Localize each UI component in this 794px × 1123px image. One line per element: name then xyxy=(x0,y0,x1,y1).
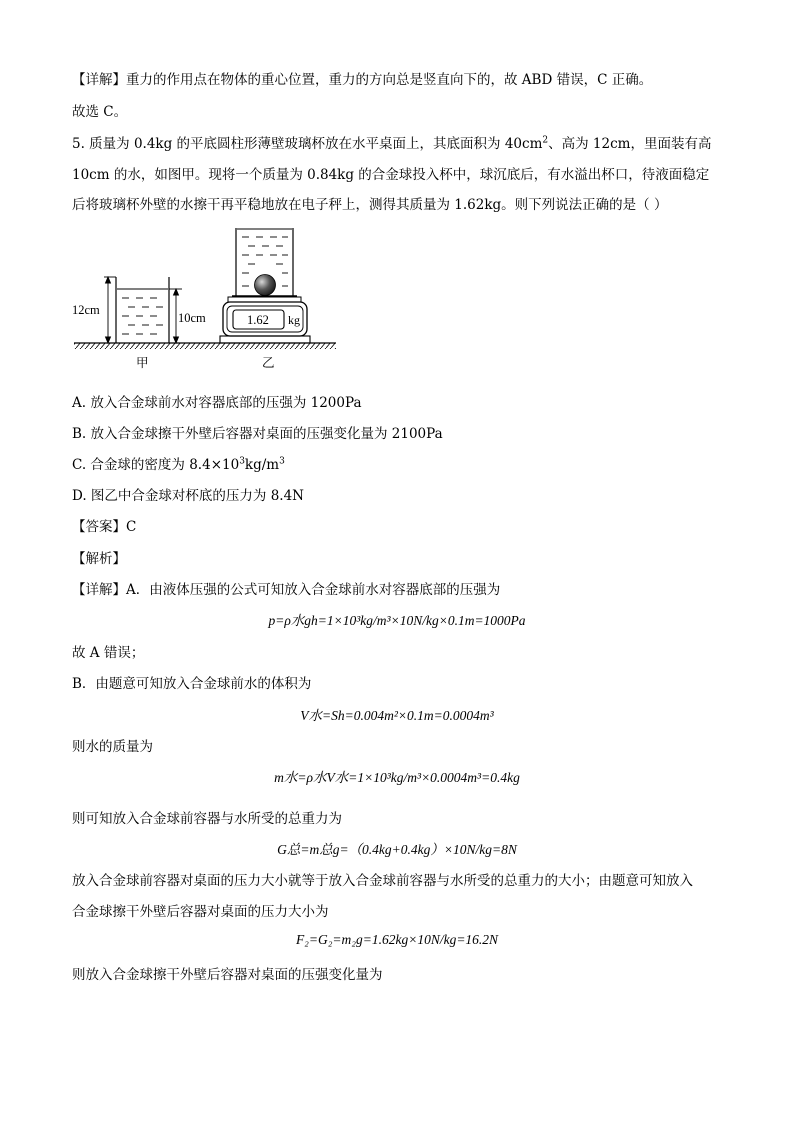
solution-a-wrong: 故 A 错误； xyxy=(72,645,145,661)
water-jia xyxy=(117,289,168,334)
equation-gravity: G总=m总g=（0.4kg+0.4kg）×10N/kg=8N xyxy=(277,842,517,857)
option-c-sup2: 3 xyxy=(279,456,285,467)
question-5-line-2: 10cm 的水，如图甲。现将一个质量为 0.84kg 的合金球投入杯中，球沉底后，有水溢出杯口，待液面稳定 xyxy=(72,167,710,183)
option-a: A. 放入合金球前水对容器底部的压强为 1200Pa xyxy=(72,395,362,411)
label-yi: 乙 xyxy=(262,356,275,370)
label-10cm: 10cm xyxy=(178,311,206,325)
dimension-12cm xyxy=(104,277,116,343)
final-line: 则放入合金球擦干外壁后容器对桌面的压强变化量为 xyxy=(72,967,383,983)
label-12cm: 12cm xyxy=(72,303,100,317)
option-c-sup1: 3 xyxy=(239,456,245,467)
mass-intro: 则水的质量为 xyxy=(72,739,153,755)
equation-force: F₂=G₂=m₂g=1.62kg×10N/kg=16.2N xyxy=(295,932,499,947)
gravity-intro: 则可知放入合金球前容器与水所受的总重力为 xyxy=(72,811,342,827)
solution-a-intro: 【详解】A．由液体压强的公式可知放入合金球前水对容器底部的压强为 xyxy=(72,582,501,598)
ground-hatch xyxy=(74,343,336,349)
question-5-line-3: 后将玻璃杯外壁的水擦干再平稳地放在电子秤上，测得其质量为 1.62kg。则下列说法正确的是（ ） xyxy=(72,197,668,213)
beaker-yi xyxy=(232,228,297,296)
question-5-line-1 xyxy=(72,132,711,152)
equation-pressure: p=ρ水gh=1×10³kg/m³×10N/kg×0.1m=1000Pa xyxy=(268,613,526,628)
beaker-jia xyxy=(116,277,169,343)
analysis-heading: 【解析】 xyxy=(72,551,126,567)
scale-reading: 1.62 xyxy=(247,313,269,327)
detail-paragraph: 【详解】重力的作用点在物体的重心位置，重力的方向总是竖直向下的，故 ABD 错误，C 正确。 xyxy=(72,72,653,88)
q5-line1-sup: 2 xyxy=(542,135,549,146)
alloy-ball xyxy=(255,275,276,296)
q5-line1-b: 、高为 12cm，里面装有高 xyxy=(548,136,712,152)
q5-line1-a: 5. 质量为 0.4kg 的平底圆柱形薄壁玻璃杯放在水平桌面上，其底面积为 40cm xyxy=(72,136,543,152)
choose-line: 故选 C。 xyxy=(72,104,128,120)
pressure-line-2: 合金球擦干外壁后容器对桌面的压力大小为 xyxy=(72,904,329,920)
option-c xyxy=(72,453,285,473)
answer-line: 【答案】C xyxy=(72,519,137,535)
option-c-pre: C. 合金球的密度为 8.4×10 xyxy=(72,457,240,473)
equation-mass: m水=ρ水V水=1×10³kg/m³×0.0004m³=0.4kg xyxy=(274,770,520,785)
experiment-figure xyxy=(66,222,346,372)
label-jia: 甲 xyxy=(136,356,149,370)
pressure-line-1: 放入合金球前容器对桌面的压力大小就等于放入合金球前容器与水所受的总重力的大小；由题意可知放入 xyxy=(72,873,693,889)
solution-b-intro: B．由题意可知放入合金球前水的体积为 xyxy=(72,676,312,692)
equation-volume: V水=Sh=0.004m²×0.1m=0.0004m³ xyxy=(300,708,494,723)
option-b: B. 放入合金球擦干外壁后容器对桌面的压强变化量为 2100Pa xyxy=(72,426,443,442)
option-c-mid: kg/m xyxy=(244,457,280,473)
option-d: D. 图乙中合金球对杯底的压力为 8.4N xyxy=(72,488,304,504)
scale-unit: kg xyxy=(288,313,300,327)
